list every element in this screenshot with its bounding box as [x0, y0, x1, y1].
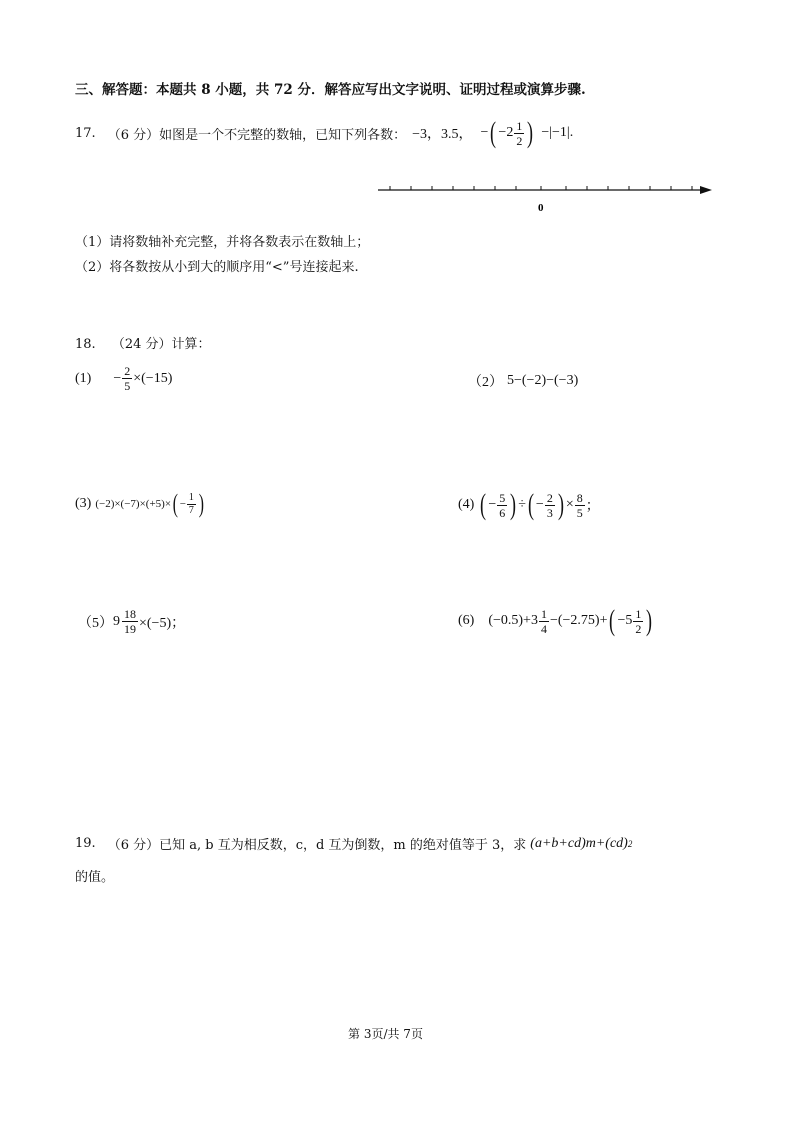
frac-den: 2 — [516, 133, 523, 148]
q18-number: 18. — [75, 337, 96, 352]
frac-den: 4 — [540, 621, 547, 636]
frac-num: 18 — [124, 607, 136, 621]
p5-frac — [122, 608, 138, 635]
p1-frac — [122, 365, 132, 392]
frac-num: 1 — [188, 491, 194, 503]
q18-line — [75, 333, 211, 352]
frac-den: 6 — [499, 505, 506, 520]
frac-num: 8 — [576, 490, 583, 505]
q19-line2: 的值。 — [75, 870, 115, 885]
q19-points: （6 分） — [107, 838, 160, 853]
p3-label: (3) — [75, 496, 92, 511]
q19-number: 19. — [75, 836, 96, 851]
q17-n2-sign: − — [480, 125, 489, 140]
paren-close: ) — [557, 488, 564, 521]
number-line-arrow — [700, 186, 712, 194]
q18-p2 — [468, 371, 578, 391]
q18-p3 — [75, 491, 206, 517]
frac-num: 5 — [499, 490, 506, 505]
page-footer: 第 3页/共 7页 — [348, 1027, 423, 1041]
p6-expr2: −(−2.75)+ — [549, 613, 608, 628]
q18-p1 — [75, 365, 172, 392]
p3-frac — [187, 493, 196, 516]
frac-num: 1 — [635, 606, 642, 621]
axis-zero-label: 0 — [538, 202, 544, 214]
paren-open: ( — [609, 604, 616, 637]
p4-sign1: − — [488, 497, 497, 512]
paren-close: ) — [527, 116, 534, 149]
paren-close: ) — [646, 604, 653, 637]
q19-text: 已知 a, b 互为相反数，c，d 互为倒数，m 的绝对值等于 3，求 — [159, 838, 527, 853]
q18-points: （24 分） — [111, 337, 172, 352]
frac-den: 2 — [635, 621, 642, 636]
q17-n1: −3，3.5， — [412, 127, 473, 142]
p5-label: （5） — [78, 615, 113, 631]
q18-p4 — [458, 490, 600, 520]
p3-expr: (−2)×(−7)×(+5)× — [95, 498, 172, 510]
q19-line — [75, 834, 632, 853]
number-line-ticks — [390, 186, 692, 190]
p4-end: ； — [585, 499, 600, 514]
p5-rest: ×(−5)； — [139, 615, 186, 631]
p4-frac3 — [575, 492, 585, 519]
p1-sign: − — [113, 370, 122, 386]
frac-num: 2 — [124, 364, 131, 378]
q17-points: （6 分） — [107, 127, 160, 143]
p2-expr: 5−(−2)−(−3) — [507, 373, 579, 388]
p4-frac1 — [497, 492, 507, 519]
frac-den: 5 — [576, 505, 583, 520]
paren-open: ( — [490, 116, 497, 149]
p1-label: (1) — [75, 370, 92, 386]
q19-expr-body: (a+b+cd)m+(cd) — [530, 835, 628, 851]
p3-sign: − — [179, 498, 186, 510]
frac-den: 5 — [124, 379, 131, 393]
q17-n2-inner: −2 — [498, 125, 514, 140]
p5-whole: 9 — [113, 613, 120, 629]
paren-open: ( — [172, 489, 178, 518]
p6-label: (6) — [458, 613, 475, 628]
p4-sign2: − — [535, 497, 544, 512]
q18-text: 计算： — [171, 337, 211, 352]
paren-open: ( — [480, 488, 487, 521]
frac-den: 7 — [188, 504, 194, 516]
p6-frac1 — [539, 608, 549, 635]
p4-label: (4) — [458, 497, 475, 512]
paren-close: ) — [510, 488, 517, 521]
q17-line — [75, 118, 573, 148]
p1-rest: ×(−15) — [133, 370, 173, 386]
p4-op: ÷ — [518, 497, 526, 512]
p2-label: （2） — [468, 375, 503, 390]
p6-frac2 — [633, 608, 643, 635]
number-line — [370, 180, 715, 220]
q17-sub2: （2）将各数按从小到大的顺序用“<”号连接起来. — [75, 260, 359, 275]
p4-op2: × — [565, 497, 574, 512]
q17-sub1: （1）请将数轴补充完整，并将各数表示在数轴上； — [75, 235, 370, 250]
paren-open: ( — [527, 488, 534, 521]
frac-den: 3 — [546, 505, 553, 520]
q18-p6 — [458, 606, 654, 636]
q19-exponent: 2 — [627, 838, 633, 849]
q18-p5 — [78, 608, 185, 635]
frac-den: 19 — [124, 622, 136, 636]
q19-expr — [530, 836, 632, 852]
paren-close: ) — [198, 489, 204, 518]
p4-frac2 — [545, 492, 555, 519]
p6-expr1: (−0.5)+3 — [488, 613, 538, 628]
q17-number: 17. — [75, 125, 96, 141]
frac-num: 1 — [516, 118, 523, 133]
q17-numbers — [412, 118, 573, 148]
q17-n3: −|−1|. — [541, 125, 574, 140]
q17-n2-frac — [514, 120, 524, 147]
q17-text: 如图是一个不完整的数轴，已知下列各数： — [159, 127, 407, 143]
section-heading: 三、解答题：本题共 8 小题，共 72 分．解答应写出文字说明、证明过程或演算步骤. — [75, 82, 586, 98]
p6-inner: −5 — [617, 613, 633, 628]
frac-num: 1 — [540, 606, 547, 621]
frac-num: 2 — [546, 490, 553, 505]
